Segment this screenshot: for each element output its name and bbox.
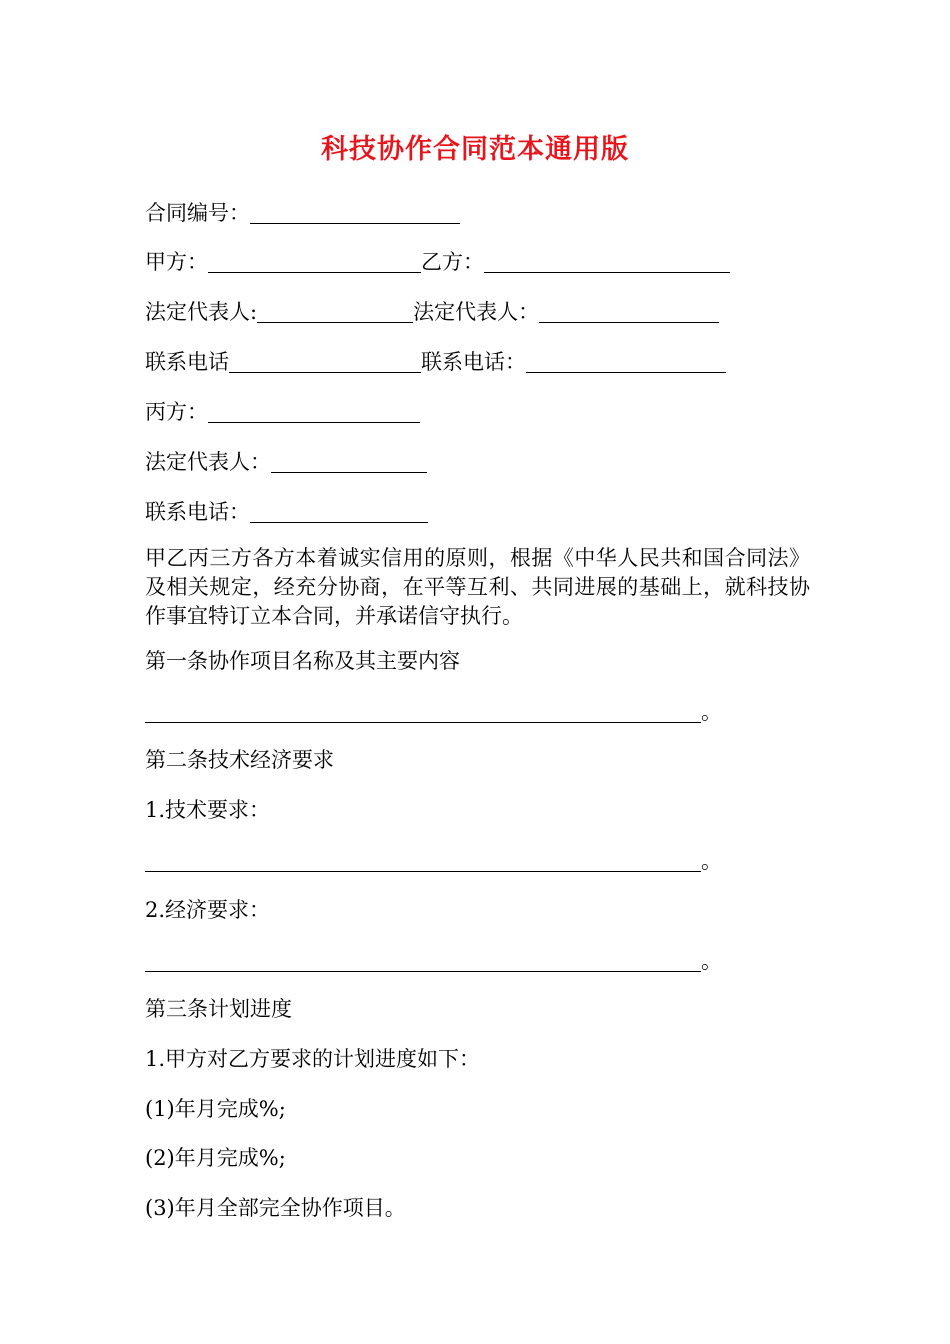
contact-c-row <box>145 497 428 527</box>
document-title: 科技协作合同范本通用版 <box>321 134 629 165</box>
article-2-heading: 第二条技术经济要求 <box>145 748 334 772</box>
legal-rep-c-label: 法定代表人： <box>145 450 271 474</box>
contract-number-blank[interactable] <box>250 203 460 224</box>
contract-number-row <box>145 198 460 228</box>
contact-a-blank[interactable] <box>229 352 421 373</box>
contact-b-label: 联系电话： <box>421 350 526 374</box>
article-2-item-1-blank[interactable] <box>145 851 701 872</box>
party-c-label: 丙方： <box>145 400 208 424</box>
article-3-heading: 第三条计划进度 <box>145 997 292 1021</box>
contact-a-label: 联系电话 <box>145 350 229 374</box>
legal-rep-b-blank[interactable] <box>539 302 719 323</box>
legal-rep-ab-row <box>145 297 719 327</box>
article-1-heading: 第一条协作项目名称及其主要内容 <box>145 649 460 673</box>
party-ab-row <box>145 247 730 277</box>
article-2-item-2-blank[interactable] <box>145 951 701 972</box>
article-2-item-2-row <box>145 946 722 976</box>
article-2-item-2: 2.经济要求： <box>145 898 271 922</box>
preamble-paragraph: 甲乙丙三方各方本着诚实信用的原则，根据《中华人民共和国合同法》及相关规定，经充分协商，在平等互利、共同进展的基础上，就科技协作事宜特订立本合同，并承诺信守执行。 <box>145 546 810 628</box>
party-a-blank[interactable] <box>208 252 421 273</box>
legal-rep-a-label: 法定代表人: <box>145 300 258 324</box>
article-2-item-1-end: 。 <box>701 849 722 873</box>
legal-rep-c-row <box>145 447 427 477</box>
article-2-item-2-end: 。 <box>701 949 722 973</box>
article-1-content-row <box>145 697 722 727</box>
article-1-content-blank[interactable] <box>145 702 701 723</box>
contract-number-label: 合同编号： <box>145 201 250 225</box>
legal-rep-b-label: 法定代表人： <box>413 300 540 324</box>
legal-rep-a-blank[interactable] <box>257 302 413 323</box>
party-b-blank[interactable] <box>484 252 730 273</box>
article-3-sub-2: (2)年月完成%; <box>145 1146 286 1170</box>
contact-c-blank[interactable] <box>250 502 428 523</box>
party-a-label: 甲方： <box>145 250 208 274</box>
legal-rep-c-blank[interactable] <box>271 452 427 473</box>
article-3-item-1: 1.甲方对乙方要求的计划进度如下： <box>145 1047 481 1071</box>
contact-c-label: 联系电话： <box>145 500 250 524</box>
article-3-sub-3: (3)年月全部完全协作项目。 <box>145 1196 406 1220</box>
party-b-label: 乙方： <box>421 250 484 274</box>
party-c-blank[interactable] <box>208 402 420 423</box>
contact-ab-row <box>145 347 726 377</box>
article-3-sub-1: (1)年月完成%; <box>145 1097 286 1121</box>
article-1-end-mark: 。 <box>701 700 722 724</box>
party-c-row <box>145 397 420 427</box>
article-2-item-1: 1.技术要求： <box>145 798 271 822</box>
article-2-item-1-row <box>145 846 722 876</box>
contact-b-blank[interactable] <box>526 352 726 373</box>
